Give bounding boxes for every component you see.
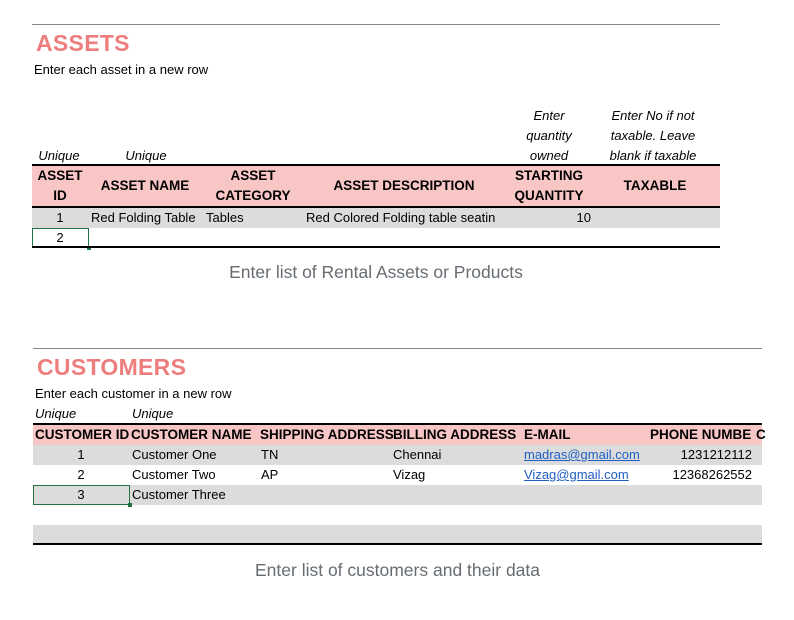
col-asset-category-line: CATEGORY — [215, 188, 291, 203]
customer-shipping-cell[interactable]: AP — [261, 467, 279, 482]
asset-id-unique-note: Unique — [38, 148, 80, 163]
taxable-note — [600, 106, 706, 166]
sheet-top-border — [33, 348, 762, 349]
assets-sheet — [32, 24, 720, 250]
asset-id-cell[interactable]: 2 — [56, 230, 64, 245]
col-customer-id[interactable]: CUSTOMER ID — [35, 427, 130, 442]
taxable-note-line: taxable. Leave — [610, 128, 696, 143]
col-asset-name[interactable] — [88, 176, 202, 196]
customers-title: CUSTOMERS — [37, 354, 187, 380]
col-email[interactable]: E-MAIL — [524, 427, 571, 442]
asset-description-cell[interactable]: Red Colored Folding table seatin — [306, 210, 496, 225]
sheet-top-border — [32, 24, 720, 25]
customer-name-cell[interactable]: Customer Two — [132, 467, 216, 482]
customers-sheet — [33, 348, 766, 546]
customer-billing-cell[interactable]: Chennai — [393, 447, 442, 462]
customers-bottom-border — [33, 543, 762, 545]
quantity-note-line: Enter — [533, 108, 565, 123]
assets-subtitle: Enter each asset in a new row — [34, 62, 209, 77]
col-taxable-line: TAXABLE — [623, 178, 687, 193]
col-asset-id[interactable] — [32, 166, 88, 206]
customer-row[interactable] — [33, 465, 762, 485]
col-asset-description-line: ASSET DESCRIPTION — [333, 178, 475, 193]
col-starting-quantity-line: QUANTITY — [514, 188, 584, 203]
asset-quantity-cell[interactable]: 10 — [576, 210, 591, 225]
customers-header-row — [33, 423, 766, 447]
asset-id-cell[interactable]: 1 — [56, 210, 64, 225]
customer-row[interactable] — [33, 505, 762, 525]
col-asset-description[interactable] — [304, 176, 504, 196]
customer-row[interactable] — [33, 485, 762, 505]
selected-cell[interactable] — [32, 228, 89, 248]
customer-email-link[interactable]: Vizag@gmail.com — [524, 467, 629, 482]
col-asset-id-line: ASSET — [37, 168, 83, 183]
col-shipping-address[interactable]: SHIPPING ADDRESS — [260, 427, 394, 442]
selected-cell[interactable] — [33, 485, 130, 505]
customer-name-cell[interactable]: Customer Three — [132, 487, 226, 502]
taxable-note-line: Enter No if not — [611, 108, 695, 123]
quantity-note-line: quantity — [526, 128, 572, 143]
customer-phone-cell[interactable]: 12368262552 — [672, 467, 752, 482]
assets-caption: Enter list of Rental Assets or Products — [229, 262, 523, 282]
asset-row[interactable] — [32, 228, 720, 248]
customer-name-cell[interactable]: Customer One — [132, 447, 217, 462]
asset-category-cell[interactable]: Tables — [206, 210, 244, 225]
col-billing-address[interactable]: BILLING ADDRESS — [393, 427, 517, 442]
customer-id-cell[interactable]: 3 — [77, 487, 85, 502]
customer-id-cell[interactable]: 2 — [77, 467, 85, 482]
customer-row[interactable] — [33, 525, 762, 545]
customer-phone-cell[interactable]: 1231212112 — [680, 447, 752, 462]
col-next-partial[interactable]: C — [756, 427, 766, 442]
col-taxable[interactable] — [602, 176, 708, 196]
customer-billing-cell[interactable]: Vizag — [393, 467, 426, 482]
customers-subtitle: Enter each customer in a new row — [35, 386, 232, 401]
col-asset-category[interactable] — [208, 166, 298, 206]
col-phone-number[interactable]: PHONE NUMBE — [650, 427, 752, 442]
assets-header-row — [32, 164, 720, 208]
assets-title: ASSETS — [36, 30, 130, 56]
col-starting-quantity-line: STARTING — [515, 168, 583, 183]
assets-bottom-border — [32, 246, 720, 248]
customers-caption: Enter list of customers and their data — [255, 560, 540, 580]
customer-row[interactable] — [33, 445, 762, 465]
customer-email-link[interactable]: madras@gmail.com — [524, 447, 640, 462]
customer-shipping-cell[interactable]: TN — [261, 447, 279, 462]
asset-row[interactable] — [32, 208, 720, 228]
customer-id-unique-note: Unique — [35, 406, 77, 421]
col-customer-name[interactable]: CUSTOMER NAME — [131, 427, 252, 442]
quantity-note-line: owned — [529, 148, 569, 163]
col-asset-category-line: ASSET — [230, 168, 276, 183]
col-asset-name-line: ASSET NAME — [100, 178, 190, 193]
customer-name-unique-note: Unique — [132, 406, 174, 421]
taxable-note-line: blank if taxable — [609, 148, 697, 163]
col-asset-id-line: ID — [53, 188, 67, 203]
customer-id-cell[interactable]: 1 — [77, 447, 85, 462]
quantity-note — [508, 106, 590, 166]
asset-name-unique-note: Unique — [125, 148, 167, 163]
col-starting-quantity[interactable] — [506, 166, 592, 206]
asset-name-cell[interactable]: Red Folding Table — [91, 210, 196, 225]
